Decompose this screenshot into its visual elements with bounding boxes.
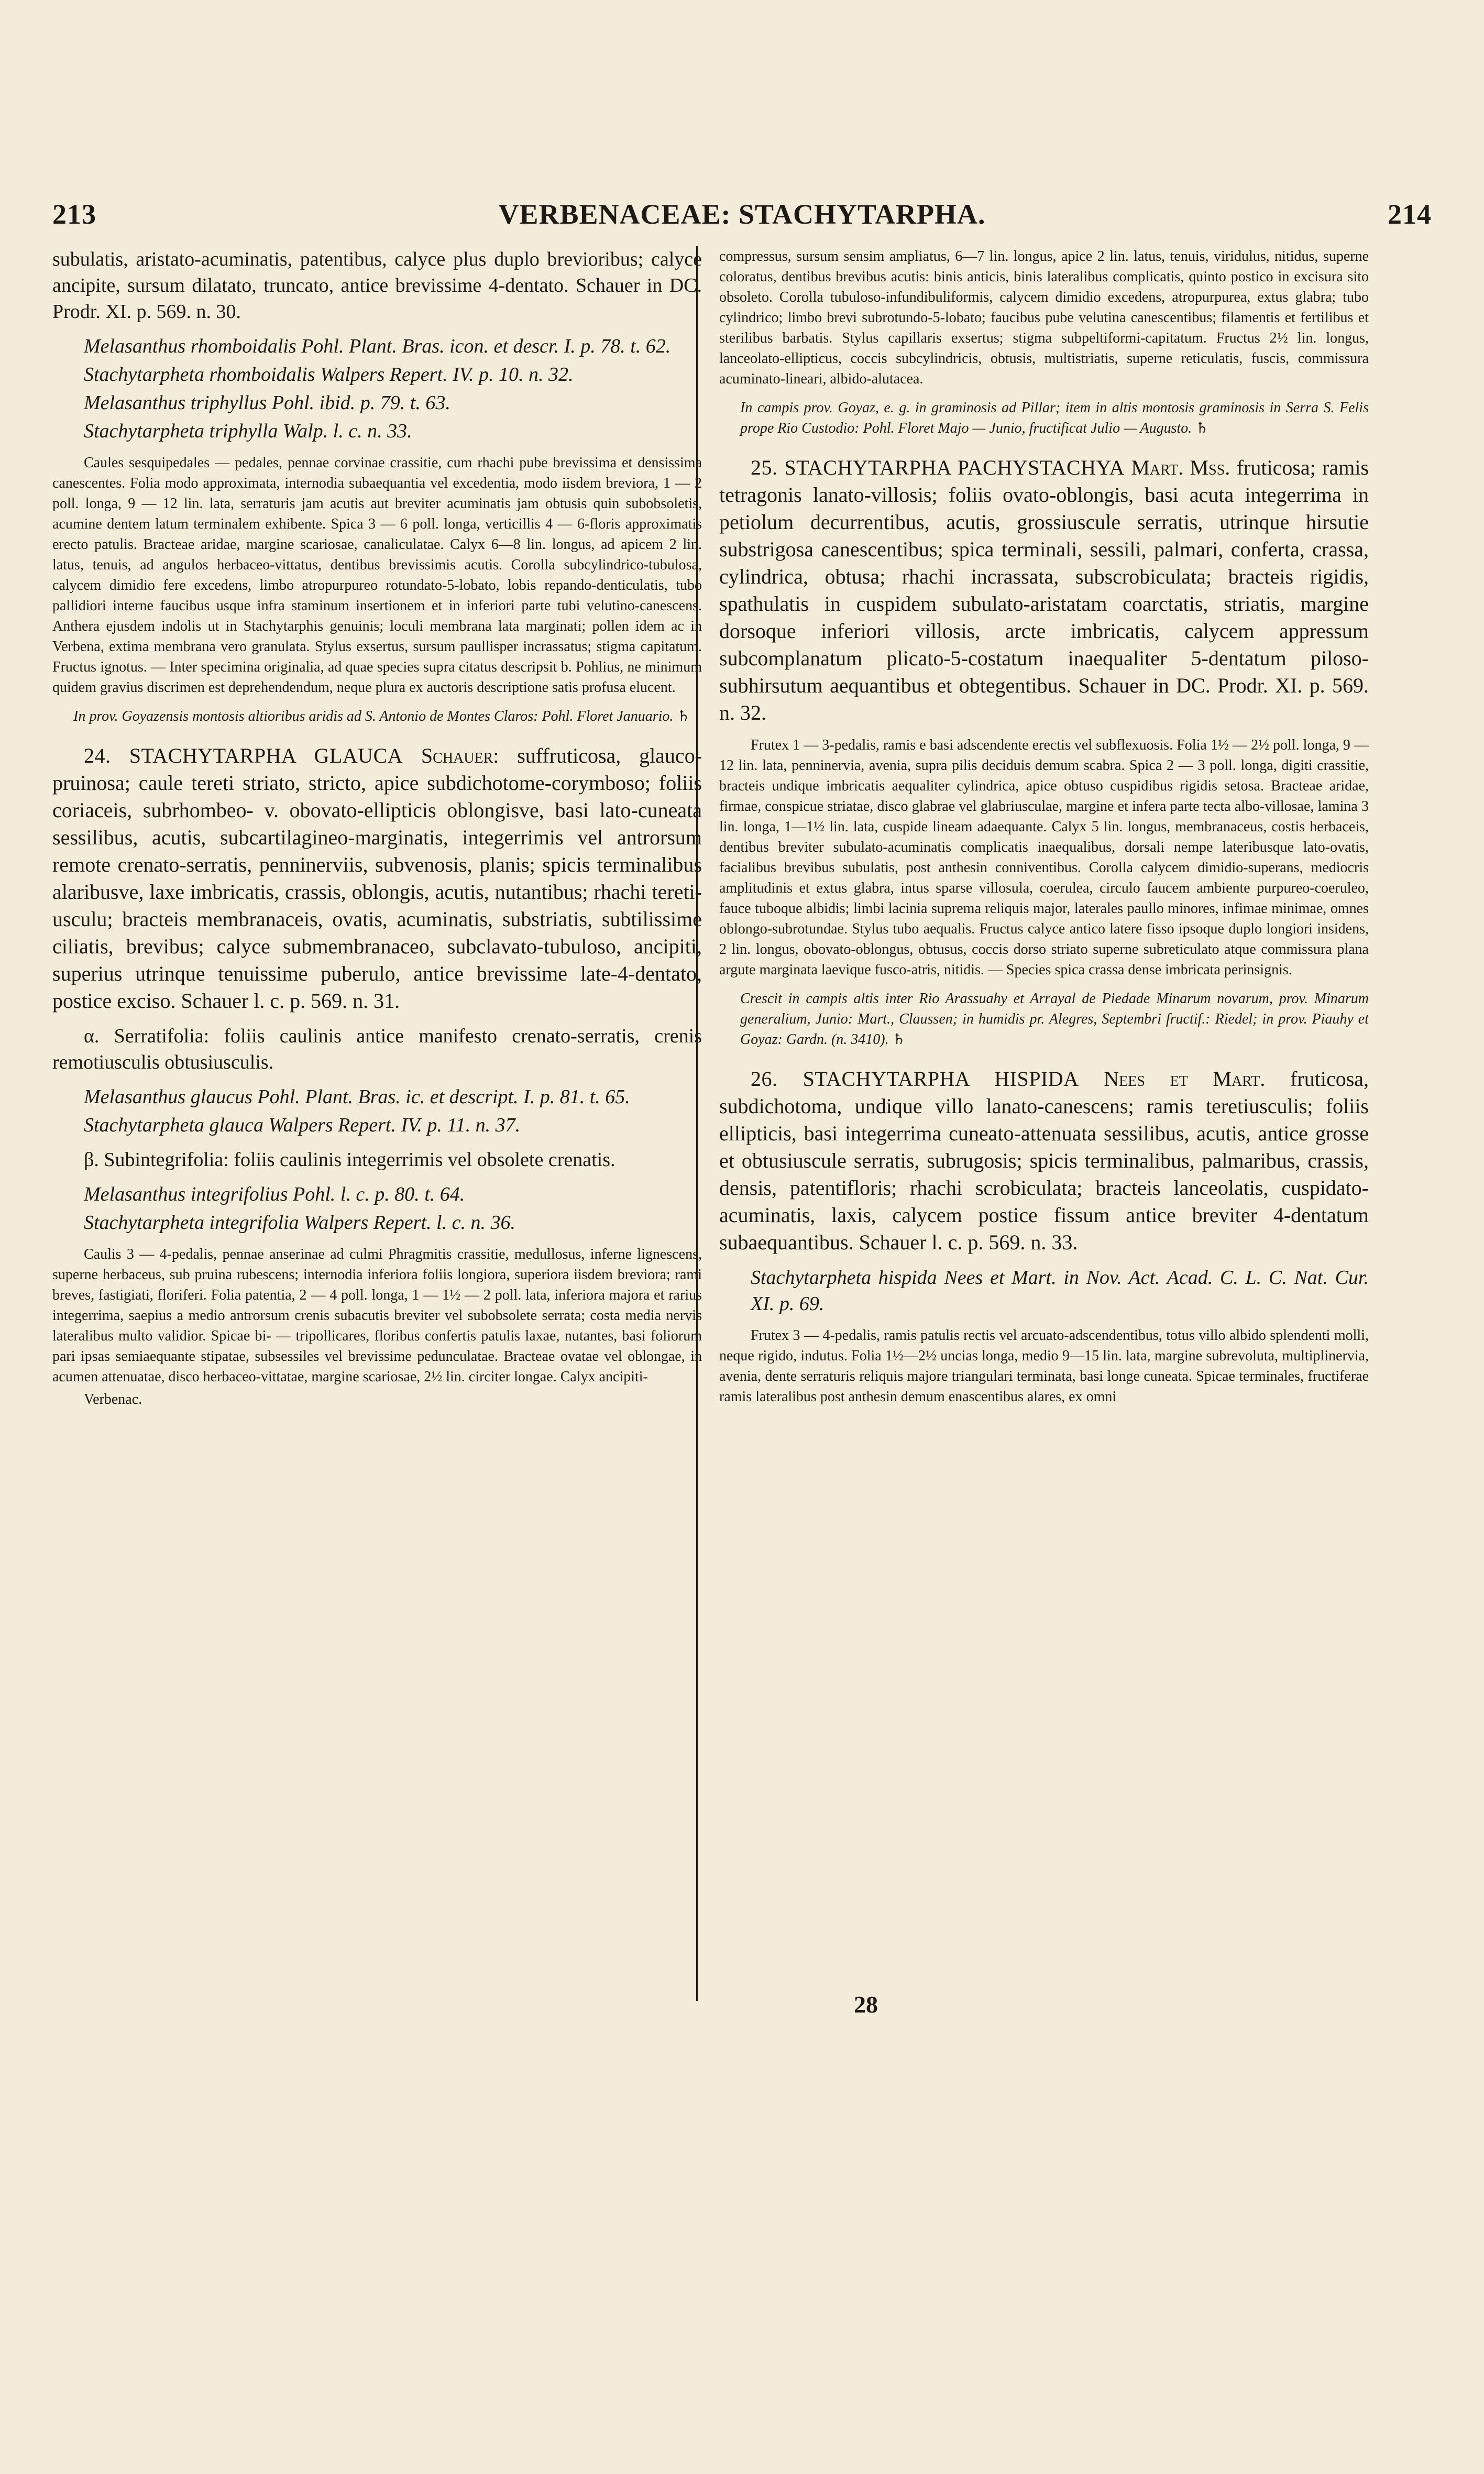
- signature-mark: Verbenac.: [84, 1391, 142, 1408]
- entry-24-author: Schauer:: [421, 744, 499, 767]
- description: Frutex 3 — 4-pedalis, ramis patulis rectis vel arcuato-adscendentibus, totus villo albido splendenti molli, neque rigido, indutus. Folia 1½—2½ uncias longa, medio 9—15 lin. lata, margine subrevoluta, multiplinervia, avenia, dente serraturis reliquis majore triangulari terminata, basi longe cuneata. Spicae terminales, fructiferae ramis lateralibus post anthesin demum enascentibus alares, ex omni: [719, 1327, 1369, 1405]
- entry-25-diagnosis: fruticosa; ramis tetragonis lanato-villosis; foliis ovato-oblongis, basi acuta integerrima in petiolum decurrentibus, acutis, grossiuscule serratis, utrinque hirsutie substrigosa canescentibus; spica terminali, sessili, palmari, conferta, crassa, cylindrica, obtusa; rhachi incrassata, subscrobiculata; bracteis rigidis, spathulatis in cuspidem subulato-aristatam coarctatis, striatis, margine dorsoque inferiori villosis, arcte imbricatis, calycem appressum subcomplanatum plicato-5-costatum inaequaliter 5-dentatum piloso-subhirsutum aequantibus et obtegentibus. Schauer in DC. Prodr. XI. p. 569. n. 32.: [719, 456, 1369, 724]
- description: Caulis 3 — 4-pedalis, pennae anserinae ad culmi Phragmitis crassitie, medullosus, inferne lignescens, superne herbaceus, sub pruina rubescens; internodia inferiora foliis longiora, superiora iisdem breviora; rami breves, fastigiati, floriferi. Folia patentia, 2 — 4 poll. longa, 1 — 1½ — 2 poll. lata, inferiora majora et rarius integerrima, saepius a medio antrorsum crenis subacutis breviter vel subobsolete serrata; costa media nervis lateralibus multo validior. Spicae bi- — tripollicares, floribus confertis patulis laxae, nutantes, basi foliorum pari ipsas semiaequante stipatae, subsessiles vel brevissime pedunculatae. Bracteae ovatae vel oblongae, in acumen attenuatae, disco herbaceo-vittatae, margine scariosae, 2½ lin. circiter longae. Calyx ancipiti-: [52, 1246, 702, 1385]
- sheet-number: 28: [854, 1991, 878, 2018]
- entry-26: [719, 1065, 1369, 1256]
- entry-25-author: Mart. Mss.: [1131, 456, 1230, 479]
- entry-26-diagnosis: fruticosa, subdichotoma, undique villo lanato-canescens; ramis teretiusculis; foliis ellipticis, basi integerrima cuneato-attenuata sessilibus, acutis, antice grosse et obtusiuscule serratis, subrugosis; spicis terminalibus, palmaribus, crassis, densis, patentifloris; rhachi scrobiculata; bracteis lanceolatis, cuspidato-acuminatis, laxis, calycem postice fissum antice breviter 4-dentatum subaequantibus. Schauer l. c. p. 569. n. 33.: [719, 1067, 1369, 1254]
- running-header: [52, 198, 1432, 235]
- entry-24-diagnosis: suffruticosa, glauco-pruinosa; caule tereti striato, stricto, apice subdichotome-corymboso; foliis coriaceis, subrhombeo- v. obovato-ellipticis oblongisve, basi lato-cuneata sessilibus, acutis, subcartilagineo-marginatis, integerrimis vel antrorsum remote crenato-serratis, penninerviis, subvenosis, planis; spicis terminalibus alaribusve, laxe imbricatis, crassis, oblongis, acutis, nutantibus; rhachi teretiusculu; bracteis membranaceis, ovatis, acuminatis, substriatis, subtilissime ciliatis, brevibus; calyce submembranaceo, subclavato-tubuloso, ancipiti, superius utrinque tenuissime puberulo, antice brevissime late-4-dentato, postice exciso. Schauer l. c. p. 569. n. 31.: [52, 744, 702, 1013]
- entry-26-author: Nees et Mart.: [1104, 1067, 1266, 1091]
- right-column: [719, 246, 1369, 2013]
- synonym: Stachytarpheta hispida Nees et Mart. in Nov. Act. Acad. C. L. C. Nat. Cur. XI. p. 69.: [751, 1267, 1369, 1315]
- synonym: Melasanthus glaucus Pohl. Plant. Bras. ic. et descript. I. p. 81. t. 65.: [84, 1086, 630, 1108]
- variety-alpha: α. Serratifolia: foliis caulinis antice manifesto crenato-serratis, crenis remotiusculis obtusiusculis.: [52, 1025, 702, 1073]
- description: Caules sesquipedales — pedales, pennae corvinae crassitie, cum rhachi pube brevissima et densissima canescentes. Folia modo approximata, internodia subaequantia vel excedentia, modo iisdem breviora, 1 — 2 poll. longa, 9 — 12 lin. lata, serraturis jam acutis aut breviter acuminatis jam obtusis quin subobsoletis, acumine dentem latum terminalem exhibente. Spica 3 — 6 poll. longa, verticillis 4 — 6-floris approximatis erecto patulis. Bracteae aridae, margine scariosae, canaliculatae. Calyx 6—8 lin. longus, ad apicem 2 lin. latus, tenuis, ad angulos herbaceo-vittatus, dentibus brevissimis acutis. Corolla subcylindrico-tubulosa, calycem dimidio fere excedens, limbo atropurpureo rotundato-5-lobato, lobis repando-denticulatis, tubo pallidiori interne faucibus usque infra staminum insertionem et in inferiori parte tubi velutino-canescens. Anthera ejusdem indolis ut in Stachytarphis genuinis; loculi membrana lata marginati; pollen idem ac in Verbena, extima membrana vero granulata. Stylus exsertus, sursum paullisper incrassatus; stigma capitatum. Fructus ignotus. — Inter specimina originalia, ad quae species supra citatus descripsit b. Pohlius, ne minimum quidem gravius discrimen est deprehendendum, neque plura ex auctoris descriptione satis profusa elucent.: [52, 455, 702, 696]
- entry-24: [52, 742, 702, 1015]
- synonym: Melasanthus integrifolius Pohl. l. c. p. 80. t. 64.: [84, 1183, 465, 1205]
- right-page-number: 214: [1388, 199, 1432, 230]
- synonym: Stachytarpheta glauca Walpers Repert. IV. p. 11. n. 37.: [84, 1114, 521, 1136]
- running-title: VERBENACEAE: STACHYTARPHA.: [498, 199, 986, 230]
- locality: In prov. Goyazensis montosis altioribus aridis ad S. Antonio de Montes Claros: Pohl. Floret Januario. ♄: [73, 708, 690, 724]
- description: Frutex 1 — 3-pedalis, ramis e basi adscendente erectis vel subflexuosis. Folia 1½ — 2½ poll. longa, 9 — 12 lin. lata, penninervia, avenia, supra pilis deciduis demum scabra. Spica 2 — 3 poll. longa, digiti crassitie, bracteis undique imbricatis aequaliter cylindrica, apice obtuso cuspidibus rigidis setosa. Bracteae aridae, firmae, conspicue striatae, disco glabrae vel glabriusculae, margine et infera parte tecta albo-villosae, lamina 3 lin. longa, 1—1½ lin. lata, cuspide lineam adaequante. Calyx 5 lin. longus, membranaceus, costis herbaceis, dentibus breviter subulato-acuminatis complicatis inaequalibus, dorsali nempe lateribusque lato-ovatis, facialibus brevibus subulatis, post anthesin conniventibus. Corolla calycem dimidio-superans, mediocris amplitudinis et extus glabra, intus sparse villosula, coerulea, circulo faucem ambiente purpureo-coeruleo, fauce tuboque albidis; limbi lacinia suprema reliquis major, laterales paullo minores, infimae minimae, omnes oblongo-subrotundae. Stylus tubo aequalis. Fructus calyce antico latere fisso ipsoque duplo longiori insidens, 2 lin. longus, obovato-oblongus, obtusus, coccis dorso striato superne subreticulato atque commissura plana argute marginata laevique fusco-atris, nitidis. — Species spica crassa dense imbricata perinsignis.: [719, 737, 1369, 978]
- entry-25-heading: 25. STACHYTARPHA PACHYSTACHYA: [751, 456, 1125, 479]
- description-continuation: compressus, sursum sensim ampliatus, 6—7 lin. longus, apice 2 lin. latus, tenuis, viridulus, nitidus, superne coloratus, dentibus brevibus acutis: binis anticis, binis lateralibus complicatis, quinto postico in excisura sito obsoleto. Corolla tubuloso-infundibuliformis, calycem dimidio excedens, atropurpurea, extus glabra; tubo cylindrico; limbo brevi subrotundo-5-lobato; faucibus pube velutina canescentibus; filamentis et fertilibus et sterilibus barbatis. Stylus capillaris exsertus; stigma subpeltiformi-capitatum. Fructus 2½ lin. longus, lanceolato-ellipticus, coccis subcylindricis, obtusis, multistriatis, superne reticulatis, fuscis, commissura acuminato-lineari, albido-alutacea.: [719, 248, 1369, 387]
- variety-beta: β. Subintegrifolia: foliis caulinis integerrimis vel obsolete crenatis.: [84, 1149, 615, 1171]
- synonym: Melasanthus rhomboidalis Pohl. Plant. Bras. icon. et descr. I. p. 78. t. 62.: [84, 335, 671, 357]
- synonym: Stachytarpheta triphylla Walp. l. c. n. 33.: [84, 420, 412, 442]
- synonym: Melasanthus triphyllus Pohl. ibid. p. 79. t. 63.: [84, 392, 450, 414]
- entry-24-heading: 24. STACHYTARPHA GLAUCA: [84, 744, 403, 767]
- locality: In campis prov. Goyaz, e. g. in graminosis ad Pillar; item in altis montosis graminosis in Serra S. Felis prope Rio Custodio: Pohl. Floret Majo — Junio, fructificat Julio — Augusto. ♄: [740, 400, 1369, 436]
- entry-25: [719, 454, 1369, 727]
- left-page-number: 213: [52, 199, 96, 230]
- locality: Crescit in campis altis inter Rio Arassuahy et Arrayal de Piedade Minarum novarum, prov. Minarum generalium, Junio: Mart., Claussen; in humidis pr. Alegres, Septembri fructif.: Riedel; in prov. Piauhy et Goyaz: Gardn. (n. 3410). ♄: [740, 991, 1369, 1048]
- synonym: Stachytarpheta rhomboidalis Walpers Repert. IV. p. 10. n. 32.: [84, 364, 574, 386]
- entry-23-continuation: subulatis, aristato-acuminatis, patentibus, calyce plus duplo brevioribus; calyce ancipite, sursum dilatato, truncato, antice brevissime 4-dentato. Schauer in DC. Prodr. XI. p. 569. n. 30.: [52, 248, 702, 323]
- entry-26-heading: 26. STACHYTARPHA HISPIDA: [751, 1067, 1079, 1091]
- synonym: Stachytarpheta integrifolia Walpers Repert. l. c. n. 36.: [84, 1212, 515, 1234]
- left-column: [52, 246, 702, 2013]
